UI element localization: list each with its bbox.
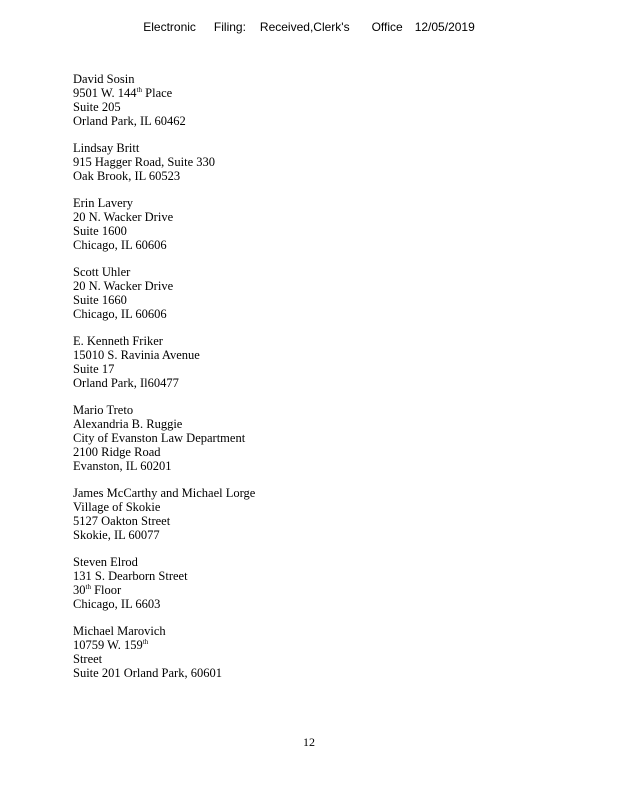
address-line: 915 Hagger Road, Suite 330 xyxy=(73,155,215,169)
address-line: Street xyxy=(73,652,103,666)
address-line: Orland Park, Il60477 xyxy=(73,376,179,390)
contact-block-friker xyxy=(73,334,573,390)
address-line: Skokie, IL 60077 xyxy=(73,528,160,542)
address-line: 2100 Ridge Road xyxy=(73,445,161,459)
address-line: Orland Park, IL 60462 xyxy=(73,114,186,128)
address-line: 15010 S. Ravinia Avenue xyxy=(73,348,200,362)
address-line: City of Evanston Law Department xyxy=(73,431,246,445)
ordinal-superscript: th xyxy=(85,583,91,591)
address-line: Alexandria B. Ruggie xyxy=(73,417,183,431)
contact-name: Mario Treto xyxy=(73,403,134,417)
address-line: Suite 1600 xyxy=(73,224,127,238)
address-line: Oak Brook, IL 60523 xyxy=(73,169,181,183)
ordinal-superscript: th xyxy=(142,638,149,646)
header-date: 12/05/2019 xyxy=(414,20,475,34)
address-line: Suite 1660 xyxy=(73,293,127,307)
header-word-filing: Filing: xyxy=(213,20,246,34)
contact-name: Michael Marovich xyxy=(73,624,166,638)
address-line: Chicago, IL 6603 xyxy=(73,597,161,611)
address-line: Suite 205 xyxy=(73,100,121,114)
contact-name: Scott Uhler xyxy=(73,265,131,279)
contact-name: Erin Lavery xyxy=(73,196,134,210)
address-line: 5127 Oakton Street xyxy=(73,514,171,528)
address-line: Chicago, IL 60606 xyxy=(73,238,167,252)
header-word-electronic: Electronic xyxy=(143,20,196,34)
address-line: 30th Floor xyxy=(73,583,122,597)
contact-block-uhler xyxy=(73,265,573,321)
address-line: 131 S. Dearborn Street xyxy=(73,569,188,583)
contact-name: Lindsay Britt xyxy=(73,141,140,155)
contact-block-treto xyxy=(73,403,573,473)
service-list xyxy=(73,72,573,693)
header-word-received-clerks: Received,Clerk's xyxy=(259,20,350,34)
contact-block-sosin xyxy=(73,72,573,128)
contact-block-mccarthy-lorge xyxy=(73,486,573,542)
contact-block-marovich xyxy=(73,624,573,680)
filing-stamp-header xyxy=(0,20,618,34)
address-line: Suite 17 xyxy=(73,362,115,376)
contact-block-elrod xyxy=(73,555,573,611)
contact-block-britt xyxy=(73,141,573,183)
address-line: 9501 W. 144th Place xyxy=(73,86,173,100)
address-line: 10759 W. 159th xyxy=(73,638,149,652)
header-word-office: Office xyxy=(371,20,403,34)
page-number: 12 xyxy=(303,735,315,749)
contact-name: E. Kenneth Friker xyxy=(73,334,163,348)
contact-name: David Sosin xyxy=(73,72,135,86)
address-line: Village of Skokie xyxy=(73,500,161,514)
address-line: Chicago, IL 60606 xyxy=(73,307,167,321)
contact-name: Steven Elrod xyxy=(73,555,138,569)
ordinal-superscript: th xyxy=(136,86,143,94)
address-line: 20 N. Wacker Drive xyxy=(73,210,174,224)
address-line: Evanston, IL 60201 xyxy=(73,459,172,473)
address-line: 20 N. Wacker Drive xyxy=(73,279,174,293)
contact-block-lavery xyxy=(73,196,573,252)
contact-name: James McCarthy and Michael Lorge xyxy=(73,486,256,500)
address-line: Suite 201 Orland Park, 60601 xyxy=(73,666,222,680)
